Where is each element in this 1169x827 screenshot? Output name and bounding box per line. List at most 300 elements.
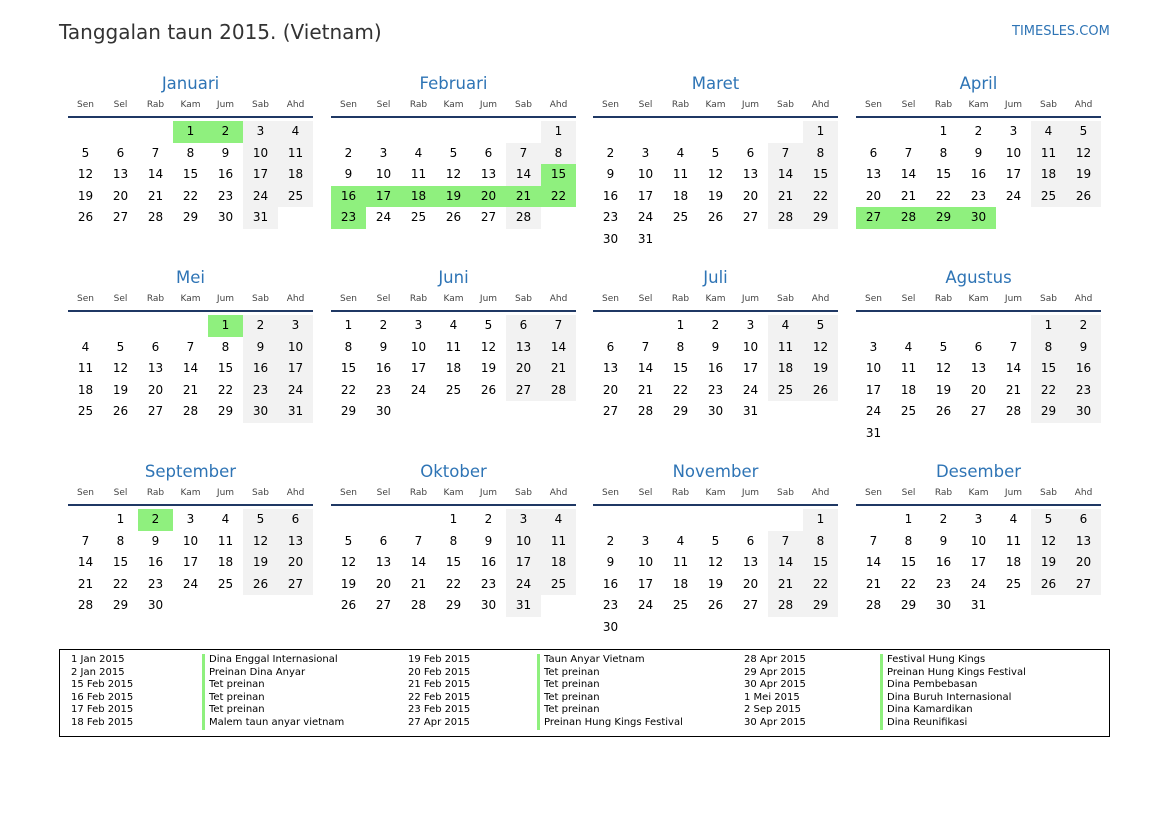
day-cell: 6 [506,315,541,337]
weekday-label: Sab [515,100,532,110]
day-cell: 4 [904,339,913,354]
day-cell: 8 [939,145,948,160]
day-cell: 22 [803,186,838,208]
weekday-label: Sel [376,488,391,498]
day-cell: 31 [506,595,541,617]
day-cell: 6 [974,339,983,354]
legend-names-col-1 [202,654,344,730]
day-cell: 2 [379,318,388,332]
empty-cell [593,315,628,337]
day-cell: 15 [445,555,462,570]
day-cell: 12 [480,339,497,354]
legend-dates-col-2 [408,654,470,730]
weekday-label: Sel [376,100,391,110]
empty-cell [856,315,891,337]
holiday-day-cell: 15 [541,164,576,186]
day-cell: 29 [1031,401,1066,423]
weekday-label: Sen [865,294,882,304]
day-cell: 25 [1005,576,1022,591]
day-cell: 23 [602,210,619,225]
legend-names-col-2 [537,654,683,730]
day-cell: 17 [278,358,313,380]
legend-holiday: Dina Reunifikasi [880,717,1026,730]
day-cell: 21 [865,576,882,591]
day-cell: 6 [484,145,493,160]
day-cell: 10 [865,361,882,376]
empty-cell [698,121,733,143]
day-cell: 8 [541,143,576,165]
legend-holiday: Festival Hung Kings [880,654,1026,667]
legend-holiday: Tet preinan [202,692,344,705]
day-cell: 27 [970,404,987,419]
day-cell: 19 [480,361,497,376]
weekday-label: Ahd [1074,100,1093,110]
legend-date: 2 Jan 2015 [71,666,125,678]
day-cell: 30 [707,404,724,419]
holiday-day-cell: 17 [366,186,401,208]
holiday-day-cell: 19 [436,186,471,208]
month-name: Juli [703,268,728,287]
legend-holiday: Dina Enggal Internasional [202,654,344,667]
weekday-label: Jum [479,488,498,498]
month-agustus [856,266,1101,445]
day-cell: 2 [711,318,720,332]
legend-date: 19 Feb 2015 [408,654,471,665]
empty-cell [733,121,768,143]
day-cell: 27 [742,210,759,225]
legend-holiday: Tet preinan [537,704,683,717]
day-cell: 2 [484,512,493,526]
day-cell: 23 [602,598,619,613]
legend-date: 27 Apr 2015 [408,716,470,728]
legend-date: 21 Feb 2015 [408,679,471,691]
day-cell: 17 [742,361,759,376]
day-cell: 8 [803,143,838,165]
day-cell: 9 [606,167,615,182]
day-cell: 4 [449,318,458,332]
day-cell: 25 [672,210,689,225]
day-cell: 5 [711,533,720,548]
day-cell: 7 [768,531,803,553]
day-cell: 15 [803,164,838,186]
day-cell: 11 [445,339,462,354]
day-cell: 22 [935,188,952,203]
day-cell: 19 [1066,164,1101,186]
day-cell: 16 [970,167,987,182]
legend-holiday: Taun Anyar Vietnam [537,654,683,667]
weekday-label: Kam [705,100,726,110]
legend-holiday: Dina Kamardikan [880,704,1026,717]
day-cell: 22 [672,382,689,397]
day-cell: 2 [974,124,983,138]
day-grid [68,509,313,617]
month-april [856,72,1101,229]
weekday-label: Rab [409,488,428,498]
weekday-label: Sel [113,294,128,304]
day-cell: 5 [1066,121,1101,143]
legend-holiday: Tet preinan [202,679,344,692]
day-cell: 9 [379,339,388,354]
day-cell: 20 [602,382,619,397]
weekday-label: Sel [113,488,128,498]
weekday-label: Ahd [811,488,830,498]
day-cell: 30 [243,401,278,423]
day-cell: 11 [77,361,94,376]
empty-cell [663,509,698,531]
day-cell: 31 [637,231,654,246]
weekday-label: Sen [77,100,94,110]
day-cell: 10 [742,339,759,354]
day-cell: 19 [340,576,357,591]
day-cell: 16 [217,167,234,182]
legend-date: 15 Feb 2015 [71,679,134,691]
month-november [593,460,838,639]
day-cell: 9 [606,555,615,570]
day-cell: 26 [112,404,129,419]
day-cell: 5 [344,533,353,548]
day-cell: 8 [803,531,838,553]
weekday-label: Sel [113,100,128,110]
empty-cell [891,315,926,337]
day-grid [593,315,838,423]
day-cell: 24 [1005,188,1022,203]
weekday-label: Sab [515,294,532,304]
day-cell: 5 [484,318,493,332]
weekday-label: Rab [146,294,165,304]
weekday-header [331,488,576,506]
day-cell: 20 [1066,552,1101,574]
weekday-label: Kam [443,488,464,498]
day-cell: 10 [410,339,427,354]
weekday-label: Sen [340,100,357,110]
weekday-label: Rab [934,100,953,110]
day-cell: 21 [768,186,803,208]
day-cell: 4 [541,509,576,531]
day-cell: 14 [865,555,882,570]
day-cell: 24 [506,574,541,596]
day-cell: 21 [541,358,576,380]
day-cell: 26 [707,598,724,613]
day-cell: 2 [344,145,353,160]
day-cell: 14 [541,337,576,359]
day-cell: 8 [676,339,685,354]
weekday-label: Sen [77,294,94,304]
weekday-label: Sen [602,488,619,498]
empty-cell [103,121,138,143]
empty-cell [331,509,366,531]
day-cell: 22 [900,576,917,591]
site-link[interactable]: TIMESLES.COM [1012,24,1110,39]
day-cell: 27 [742,598,759,613]
day-cell: 9 [974,145,983,160]
legend-date: 30 Apr 2015 [744,679,806,691]
day-cell: 5 [449,145,458,160]
empty-cell [891,121,926,143]
legend-date: 30 Apr 2015 [744,716,806,728]
day-cell: 24 [637,210,654,225]
day-cell: 27 [278,574,313,596]
day-cell: 20 [742,188,759,203]
weekday-label: Kam [443,294,464,304]
empty-cell [856,509,891,531]
month-juli [593,266,838,423]
weekday-label: Jum [216,100,235,110]
holiday-day-cell: 1 [173,121,208,143]
weekday-label: Sel [638,488,653,498]
weekday-label: Sab [1040,100,1057,110]
day-cell: 5 [939,339,948,354]
day-cell: 30 [935,598,952,613]
day-cell: 8 [904,533,913,548]
day-cell: 7 [768,143,803,165]
day-cell: 23 [375,382,392,397]
empty-cell [926,315,961,337]
empty-cell [996,315,1031,337]
weekday-label: Ahd [811,294,830,304]
day-cell: 10 [182,533,199,548]
day-cell: 16 [602,576,619,591]
weekday-label: Sab [252,294,269,304]
day-cell: 8 [449,533,458,548]
weekday-label: Rab [934,294,953,304]
day-cell: 15 [935,167,952,182]
month-januari [68,72,313,229]
legend-date: 29 Apr 2015 [744,666,806,678]
day-grid [856,509,1101,617]
legend-holiday: Preinan Hung Kings Festival [537,717,683,730]
day-cell: 6 [151,339,160,354]
weekday-label: Ahd [549,488,568,498]
day-cell: 23 [243,380,278,402]
day-cell: 13 [147,361,164,376]
day-cell: 11 [1005,533,1022,548]
weekday-label: Sab [777,100,794,110]
day-cell: 13 [970,361,987,376]
day-cell: 9 [243,337,278,359]
day-cell: 16 [707,361,724,376]
month-name: Mei [176,268,205,287]
day-cell: 16 [375,361,392,376]
day-cell: 15 [672,361,689,376]
day-cell: 26 [707,210,724,225]
day-cell: 4 [221,512,230,526]
day-cell: 22 [803,574,838,596]
day-cell: 6 [746,533,755,548]
holiday-legend [59,649,1110,737]
day-cell: 25 [900,404,917,419]
empty-cell [103,315,138,337]
legend-holiday: Tet preinan [202,704,344,717]
weekday-label: Ahd [549,100,568,110]
day-cell: 17 [637,576,654,591]
day-cell: 10 [243,143,278,165]
day-cell: 8 [221,339,230,354]
month-desember [856,460,1101,617]
empty-cell [506,121,541,143]
day-cell: 31 [278,401,313,423]
day-cell: 21 [768,574,803,596]
day-cell: 11 [1031,143,1066,165]
day-cell: 7 [904,145,913,160]
day-cell: 1 [449,512,458,526]
weekday-label: Ahd [1074,488,1093,498]
day-grid [331,121,576,229]
day-cell: 31 [243,207,278,229]
month-september [68,460,313,617]
day-cell: 25 [1031,186,1066,208]
day-cell: 31 [865,425,882,440]
day-cell: 18 [672,188,689,203]
day-cell: 5 [116,339,125,354]
day-cell: 19 [707,188,724,203]
day-cell: 18 [541,552,576,574]
empty-cell [68,509,103,531]
day-cell: 6 [746,145,755,160]
legend-holiday: Dina Buruh Internasional [880,692,1026,705]
legend-holiday: Preinan Dina Anyar [202,667,344,680]
day-cell: 22 [340,382,357,397]
day-cell: 1 [803,121,838,143]
holiday-day-cell: 30 [961,207,996,229]
day-cell: 25 [77,404,94,419]
day-cell: 30 [147,598,164,613]
legend-holiday: Tet preinan [537,692,683,705]
day-cell: 12 [112,361,129,376]
day-cell: 20 [375,576,392,591]
day-cell: 4 [414,145,423,160]
weekday-label: Sab [1040,294,1057,304]
day-cell: 13 [375,555,392,570]
day-cell: 2 [606,533,615,548]
day-cell: 8 [116,533,125,548]
day-cell: 26 [77,210,94,225]
day-cell: 6 [869,145,878,160]
day-cell: 11 [672,555,689,570]
day-cell: 7 [186,339,195,354]
empty-cell [331,121,366,143]
day-cell: 17 [243,164,278,186]
day-cell: 18 [1005,555,1022,570]
day-cell: 16 [935,555,952,570]
day-cell: 17 [506,552,541,574]
day-cell: 19 [243,552,278,574]
day-cell: 13 [1066,531,1101,553]
day-cell: 21 [1005,382,1022,397]
day-cell: 15 [900,555,917,570]
weekday-header [593,488,838,506]
month-februari [331,72,576,229]
day-cell: 14 [506,164,541,186]
day-cell: 28 [147,210,164,225]
day-cell: 16 [1066,358,1101,380]
month-name: Desember [935,462,1022,481]
day-cell: 20 [112,188,129,203]
day-cell: 28 [637,404,654,419]
weekday-label: Sel [638,294,653,304]
weekday-label: Kam [705,488,726,498]
day-cell: 30 [375,404,392,419]
day-cell: 29 [445,598,462,613]
legend-names-col-3 [880,654,1026,730]
day-cell: 2 [606,145,615,160]
day-cell: 3 [1009,124,1018,138]
day-cell: 6 [606,339,615,354]
day-cell: 29 [182,210,199,225]
day-cell: 24 [410,382,427,397]
day-cell: 1 [344,318,353,332]
day-cell: 9 [711,339,720,354]
empty-cell [593,509,628,531]
day-cell: 15 [1031,358,1066,380]
day-cell: 9 [344,167,353,182]
weekday-label: Sel [376,294,391,304]
day-grid [593,121,838,251]
month-juni [331,266,576,423]
day-cell: 11 [410,167,427,182]
day-cell: 25 [768,380,803,402]
day-cell: 24 [243,186,278,208]
day-cell: 25 [672,598,689,613]
day-cell: 3 [641,533,650,548]
day-cell: 29 [672,404,689,419]
weekday-label: Sab [515,488,532,498]
holiday-day-cell: 20 [471,186,506,208]
day-cell: 11 [217,533,234,548]
day-cell: 12 [803,337,838,359]
weekday-label: Jum [479,100,498,110]
day-cell: 11 [900,361,917,376]
holiday-day-cell: 18 [401,186,436,208]
day-cell: 3 [506,509,541,531]
day-cell: 27 [1066,574,1101,596]
day-cell: 23 [970,188,987,203]
day-cell: 12 [77,167,94,182]
day-cell: 26 [803,380,838,402]
month-name: Februari [419,74,488,93]
day-cell: 28 [541,380,576,402]
day-cell: 4 [1031,121,1066,143]
day-cell: 27 [506,380,541,402]
day-cell: 17 [410,361,427,376]
legend-holiday: Malem taun anyar vietnam [202,717,344,730]
day-cell: 22 [1031,380,1066,402]
day-cell: 28 [768,207,803,229]
day-cell: 3 [974,512,983,526]
day-cell: 17 [637,188,654,203]
day-cell: 30 [217,210,234,225]
day-cell: 26 [445,210,462,225]
day-cell: 7 [1009,339,1018,354]
day-cell: 24 [278,380,313,402]
legend-dates-col-3 [744,654,806,730]
day-cell: 8 [344,339,353,354]
day-grid [331,509,576,617]
day-cell: 26 [1066,186,1101,208]
day-cell: 7 [506,143,541,165]
day-cell: 15 [340,361,357,376]
day-cell: 8 [1031,337,1066,359]
legend-date: 23 Feb 2015 [408,704,471,716]
legend-date: 22 Feb 2015 [408,691,471,703]
day-cell: 27 [147,404,164,419]
day-cell: 6 [116,145,125,160]
month-mei [68,266,313,423]
day-cell: 7 [151,145,160,160]
weekday-header [856,294,1101,312]
day-cell: 3 [243,121,278,143]
day-cell: 16 [243,358,278,380]
weekday-label: Rab [146,488,165,498]
